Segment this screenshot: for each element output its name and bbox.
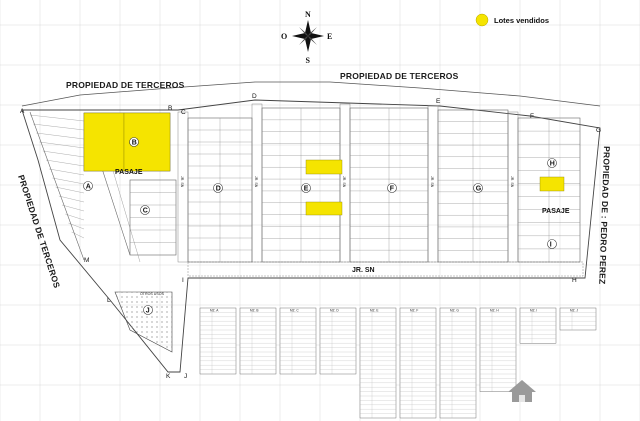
table-title: MZ. A xyxy=(210,308,219,313)
table-title: MZ. E xyxy=(370,308,379,313)
street-c-label: JR. SN xyxy=(254,176,258,188)
block-letter: B xyxy=(131,139,137,147)
pasaje-right-label: PASAJE xyxy=(542,208,570,215)
sold-lot xyxy=(306,202,342,215)
area-table xyxy=(320,308,356,374)
table-title: MZ. F xyxy=(410,308,419,313)
vertex-letter: L xyxy=(107,297,111,304)
table-title: MZ. I xyxy=(530,308,538,313)
legend xyxy=(476,14,549,26)
block-letter: C xyxy=(142,207,148,215)
compass-o: O xyxy=(281,32,288,41)
neighbors-top-left: PROPIEDAD DE TERCEROS xyxy=(66,80,185,90)
area-table xyxy=(240,308,276,374)
street-main-label: JR. SN xyxy=(352,267,375,274)
main-street xyxy=(188,262,583,276)
vertex-letter: C xyxy=(181,109,186,116)
vertex-letter: B xyxy=(168,105,173,112)
legend-label: Lotes vendidos xyxy=(494,16,550,25)
block-letter: A xyxy=(85,183,91,191)
vertex-letter: M xyxy=(84,257,90,264)
street-e-label: JR. SN xyxy=(430,176,434,188)
vertex-letter: G xyxy=(596,127,602,134)
legend-swatch xyxy=(476,14,488,26)
table-title: MZ. D xyxy=(330,308,339,313)
block-letter: E xyxy=(303,185,309,193)
block-letter: G xyxy=(475,185,482,193)
area-table xyxy=(200,308,236,374)
area-table xyxy=(440,308,476,418)
area-table xyxy=(480,308,516,392)
street-d-label: JR. SN xyxy=(342,176,346,188)
vertex-letter: J xyxy=(184,373,188,380)
compass-e: E xyxy=(327,32,333,41)
sold-lots xyxy=(84,113,564,215)
table-title: MZ. C xyxy=(290,308,299,313)
otros-usos-label: OTROS USOS xyxy=(140,292,164,296)
area-table xyxy=(280,308,316,374)
street-b-label: JR. SN xyxy=(180,176,184,188)
compass-s: S xyxy=(305,56,310,65)
area-table xyxy=(560,308,596,330)
street-f-label: JR. SN xyxy=(510,176,514,188)
vertex-letter: E xyxy=(436,98,441,105)
otros-usos-area xyxy=(115,292,172,352)
vertex-letter: H xyxy=(572,277,577,284)
table-title: MZ. G xyxy=(450,308,459,313)
neighbors-left: PROPIEDAD DE TERCEROS xyxy=(16,173,63,290)
neighbors-right: PROPIEDAD DE : PEDRO PEREZ xyxy=(597,145,612,285)
neighbors-top-center: PROPIEDAD DE TERCEROS xyxy=(340,71,459,81)
sold-lot xyxy=(306,160,342,174)
pasaje-left-label: PASAJE xyxy=(115,169,143,176)
sold-lot xyxy=(84,113,124,171)
table-title: MZ. H xyxy=(490,308,499,313)
vertex-letter: A xyxy=(20,108,25,115)
table-title: MZ. B xyxy=(250,308,259,313)
sold-lot xyxy=(540,177,564,191)
vertical-streets xyxy=(178,104,518,262)
area-table xyxy=(400,308,436,418)
compass-rose xyxy=(281,10,332,65)
vertex-letter: K xyxy=(166,373,171,380)
block-letter: J xyxy=(145,307,150,315)
block-letter: I xyxy=(549,241,552,249)
vertex-letter: D xyxy=(252,93,257,100)
area-table xyxy=(360,308,396,418)
compass-n: N xyxy=(305,10,311,19)
block-letter: H xyxy=(549,160,555,168)
table-title: MZ. J xyxy=(570,308,578,313)
vertex-letter: I xyxy=(182,277,184,284)
block-letter: D xyxy=(215,185,221,193)
block-letter: F xyxy=(389,185,394,193)
area-tables xyxy=(200,308,596,418)
vertex-letter: F xyxy=(530,113,534,120)
